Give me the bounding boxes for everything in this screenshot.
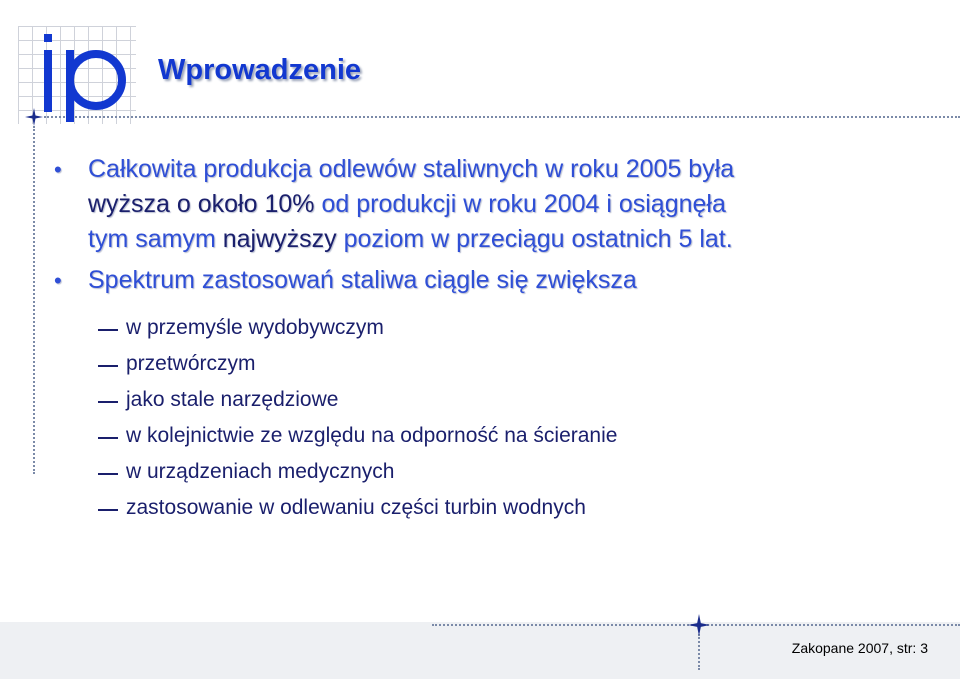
bullet-text: tym samym [88,225,223,253]
footer-vertical-dotted-line [698,634,700,670]
footer-location: Zakopane 2007, [791,640,893,656]
dash-icon [98,329,118,331]
sparkle-icon [688,614,710,636]
sub-item [98,346,617,382]
bullet-text: poziom w przeciągu ostatnich 5 lat. [336,225,733,253]
sub-item [98,454,617,490]
bullet-text-emphasis: wyższa o około 10% [88,190,315,218]
ip-logo-icon [28,22,138,122]
sub-item-text: w przemyśle wydobywczym [126,316,384,339]
dash-icon [98,401,118,403]
bullet-text-emphasis: najwyższy [222,225,337,253]
dash-icon [98,365,118,367]
bullet-item-production [52,152,912,257]
footer-page-number: 3 [920,640,928,656]
sub-item [98,490,617,526]
bullet-dot-icon: • [54,157,62,182]
bullet-item-spectrum [52,263,912,298]
bullet-text: Spektrum zastosowań staliwa ciągle się zwiększa [88,266,637,294]
sub-item-text: jako stale narzędziowe [126,388,339,411]
sub-item-text: przetwórczym [126,352,256,375]
sub-list [98,310,617,526]
sub-item-text: zastosowanie w odlewaniu części turbin wodnych [126,496,586,519]
sub-item [98,382,617,418]
sub-item [98,310,617,346]
sub-item-text: w urządzeniach medycznych [126,460,395,483]
dash-icon [98,509,118,511]
sub-item-text: w kolejnictwie ze względu na odporność na ścieranie [126,424,618,447]
dash-icon [98,437,118,439]
horizontal-dotted-line [44,116,960,118]
bullet-text: Całkowita produkcja odlewów staliwnych w roku 2005 była [88,155,735,183]
footer-page-label: str: [896,640,917,656]
logo [28,22,138,127]
footer [792,640,928,656]
sub-item [98,418,617,454]
dash-icon [98,473,118,475]
bullet-text: od produkcji w roku 2004 i osiągnęła [314,190,726,218]
bullet-list [52,152,912,304]
vertical-dotted-line [33,126,35,474]
bullet-dot-icon: • [54,268,62,293]
slide-title: Wprowadzenie [158,54,362,86]
